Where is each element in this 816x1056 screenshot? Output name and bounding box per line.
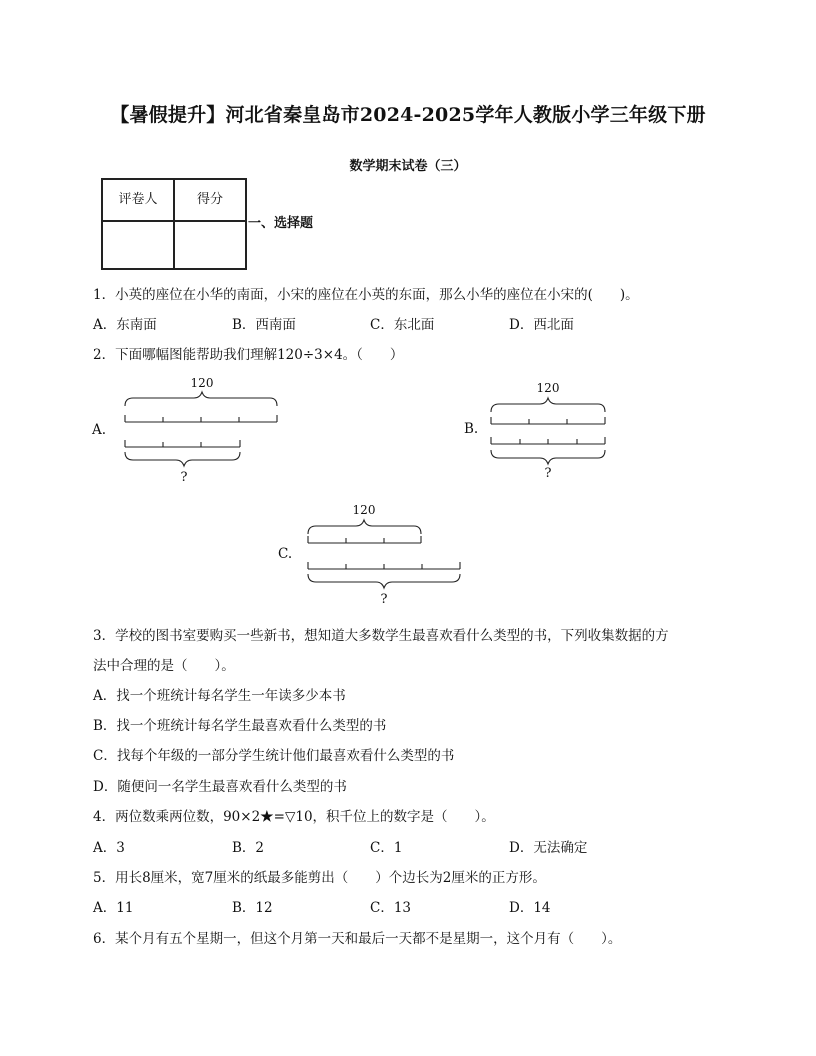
question-4: 4．两位数乘两位数，90×2★=▽10，积千位上的数字是（ ）。	[93, 809, 495, 825]
q2-diagram-a[interactable]	[91, 376, 277, 485]
question-1: 1．小英的座位在小华的南面，小宋的座位在小英的东面，那么小华的座位在小宋的( )。	[93, 287, 639, 303]
q5-option-c[interactable]: C．13	[370, 900, 412, 916]
score-table-score-header: 得分	[174, 179, 246, 221]
q3-option-c[interactable]: C．找每个年级的一部分学生统计他们最喜欢看什么类型的书	[93, 748, 455, 764]
q5-option-a[interactable]: A．11	[93, 900, 134, 916]
q1-option-d[interactable]: D．西北面	[509, 317, 574, 333]
q4-option-c[interactable]: C．1	[370, 840, 403, 856]
question-3-line-2: 法中合理的是（ ）。	[93, 658, 235, 674]
q2-diagram-b-bottom-label: ?	[544, 466, 552, 481]
page-title: 【暑假提升】河北省秦皇岛市2024-2025学年人教版小学三年级下册	[110, 104, 706, 126]
q5-option-d[interactable]: D．14	[509, 900, 551, 916]
q2-diagram-a-top-label: 120	[190, 376, 214, 390]
q3-option-d[interactable]: D．随便问一名学生最喜欢看什么类型的书	[93, 779, 347, 795]
q5-option-b[interactable]: B．12	[232, 900, 273, 916]
q2-diagram-b[interactable]	[464, 381, 605, 481]
score-table-grader-cell[interactable]	[102, 221, 174, 269]
score-table	[101, 178, 247, 270]
q1-option-a[interactable]: A．东南面	[93, 317, 157, 333]
q2-diagram-c-label: C.	[278, 546, 293, 562]
q4-option-b[interactable]: B．2	[232, 840, 265, 856]
section-title: 一、选择题	[248, 216, 314, 231]
q2-diagrams	[0, 360, 816, 610]
question-6: 6．某个月有五个星期一，但这个月第一天和最后一天都不是星期一，这个月有（ ）。	[93, 931, 622, 947]
q2-diagram-a-bottom-label: ?	[180, 470, 188, 485]
question-5: 5．用长8厘米，宽7厘米的纸最多能剪出（ ）个边长为2厘米的正方形。	[93, 870, 546, 886]
score-table-grader-header: 评卷人	[102, 179, 174, 221]
q2-diagram-a-label: A.	[92, 422, 107, 438]
q2-diagram-b-label: B.	[464, 421, 479, 437]
score-table-score-cell[interactable]	[174, 221, 246, 269]
q2-diagram-b-top-label: 120	[536, 381, 560, 395]
q4-option-a[interactable]: A．3	[93, 840, 125, 856]
question-3-line-1: 3．学校的图书室要购买一些新书，想知道大多数学生最喜欢看什么类型的书，下列收集数据的方	[93, 628, 669, 644]
q3-option-a[interactable]: A．找一个班统计每名学生一年读多少本书	[93, 688, 346, 704]
q2-diagram-c[interactable]	[278, 503, 460, 607]
question-2: 2．下面哪幅图能帮助我们理解120÷3×4。（ ）	[93, 347, 404, 363]
q2-diagram-c-top-label: 120	[352, 503, 376, 517]
q3-option-b[interactable]: B．找一个班统计每名学生最喜欢看什么类型的书	[93, 718, 387, 734]
page-subtitle: 数学期末试卷（三）	[349, 159, 467, 174]
q1-option-b[interactable]: B．西南面	[232, 317, 296, 333]
q4-option-d[interactable]: D．无法确定	[509, 840, 588, 856]
q2-diagram-c-bottom-label: ?	[380, 592, 388, 607]
q1-option-c[interactable]: C．东北面	[370, 317, 435, 333]
